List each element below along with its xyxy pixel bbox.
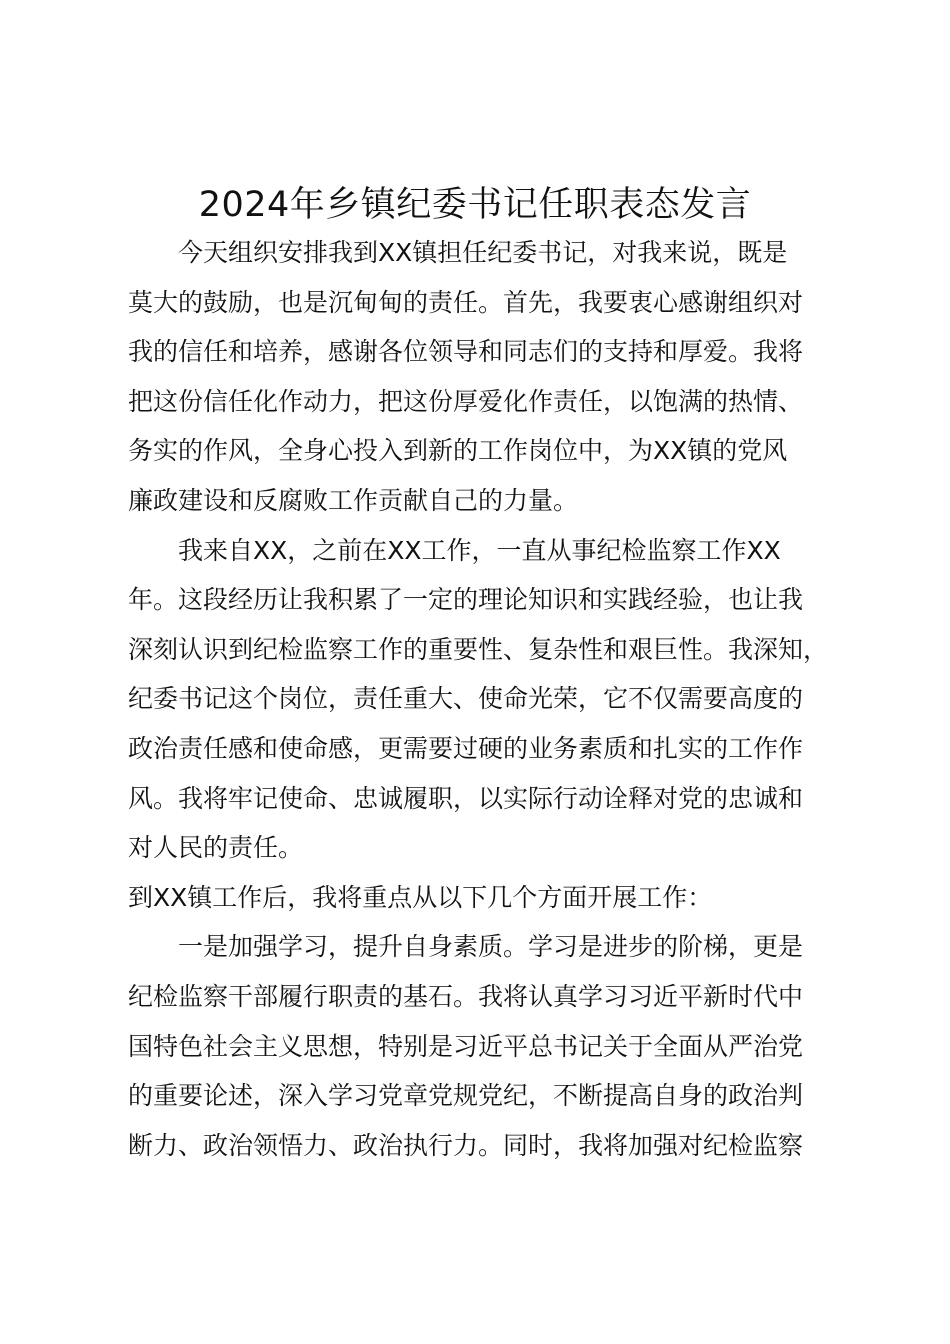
paragraph-line: 风。我将牢记使命、忠诚履职，以实际行动诠释对党的忠诚和 <box>128 783 804 813</box>
paragraph-line: 一是加强学习，提升自身素质。学习是进步的阶梯，更是 <box>178 932 804 962</box>
document-title: 2024年乡镇纪委书记任职表态发言 <box>198 185 752 225</box>
paragraph-line: 把这份信任化作动力，把这份厚爱化作责任，以饱满的热情、 <box>128 386 804 416</box>
paragraph-line: 纪委书记这个岗位，责任重大、使命光荣，它不仅需要高度的 <box>128 684 804 714</box>
paragraph-line: 对人民的责任。 <box>128 833 304 863</box>
paragraph-line: 深刻认识到纪检监察工作的重要性、复杂性和艰巨性。我深知， <box>128 634 829 664</box>
paragraph-line: 政治责任感和使命感，更需要过硬的业务素质和扎实的工作作 <box>128 733 804 763</box>
paragraph-line: 的重要论述，深入学习党章党规党纪，不断提高自身的政治判 <box>128 1081 804 1111</box>
paragraph-line: 断力、政治领悟力、政治执行力。同时，我将加强对纪检监察 <box>128 1130 804 1160</box>
paragraph-line: 国特色社会主义思想，特别是习近平总书记关于全面从严治党 <box>128 1031 804 1061</box>
paragraph-line: 年。这段经历让我积累了一定的理论知识和实践经验，也让我 <box>128 585 804 615</box>
paragraph-line: 莫大的鼓励，也是沉甸甸的责任。首先，我要衷心感谢组织对 <box>128 287 804 317</box>
document-body <box>128 228 838 1170</box>
paragraph-line: 廉政建设和反腐败工作贡献自己的力量。 <box>128 485 579 515</box>
paragraph-line: 我的信任和培养，感谢各位领导和同志们的支持和厚爱。我将 <box>128 337 804 367</box>
paragraph-line: 我来自XX，之前在XX工作，一直从事纪检监察工作XX <box>178 535 781 565</box>
paragraph-line: 纪检监察干部履行职责的基石。我将认真学习习近平新时代中 <box>128 981 804 1011</box>
paragraph-line: 今天组织安排我到XX镇担任纪委书记，对我来说，既是 <box>178 238 788 267</box>
paragraph-line: 到XX镇工作后，我将重点从以下几个方面开展工作： <box>128 882 713 912</box>
paragraph-line: 务实的作风，全身心投入到新的工作岗位中，为XX镇的党风 <box>128 436 788 466</box>
